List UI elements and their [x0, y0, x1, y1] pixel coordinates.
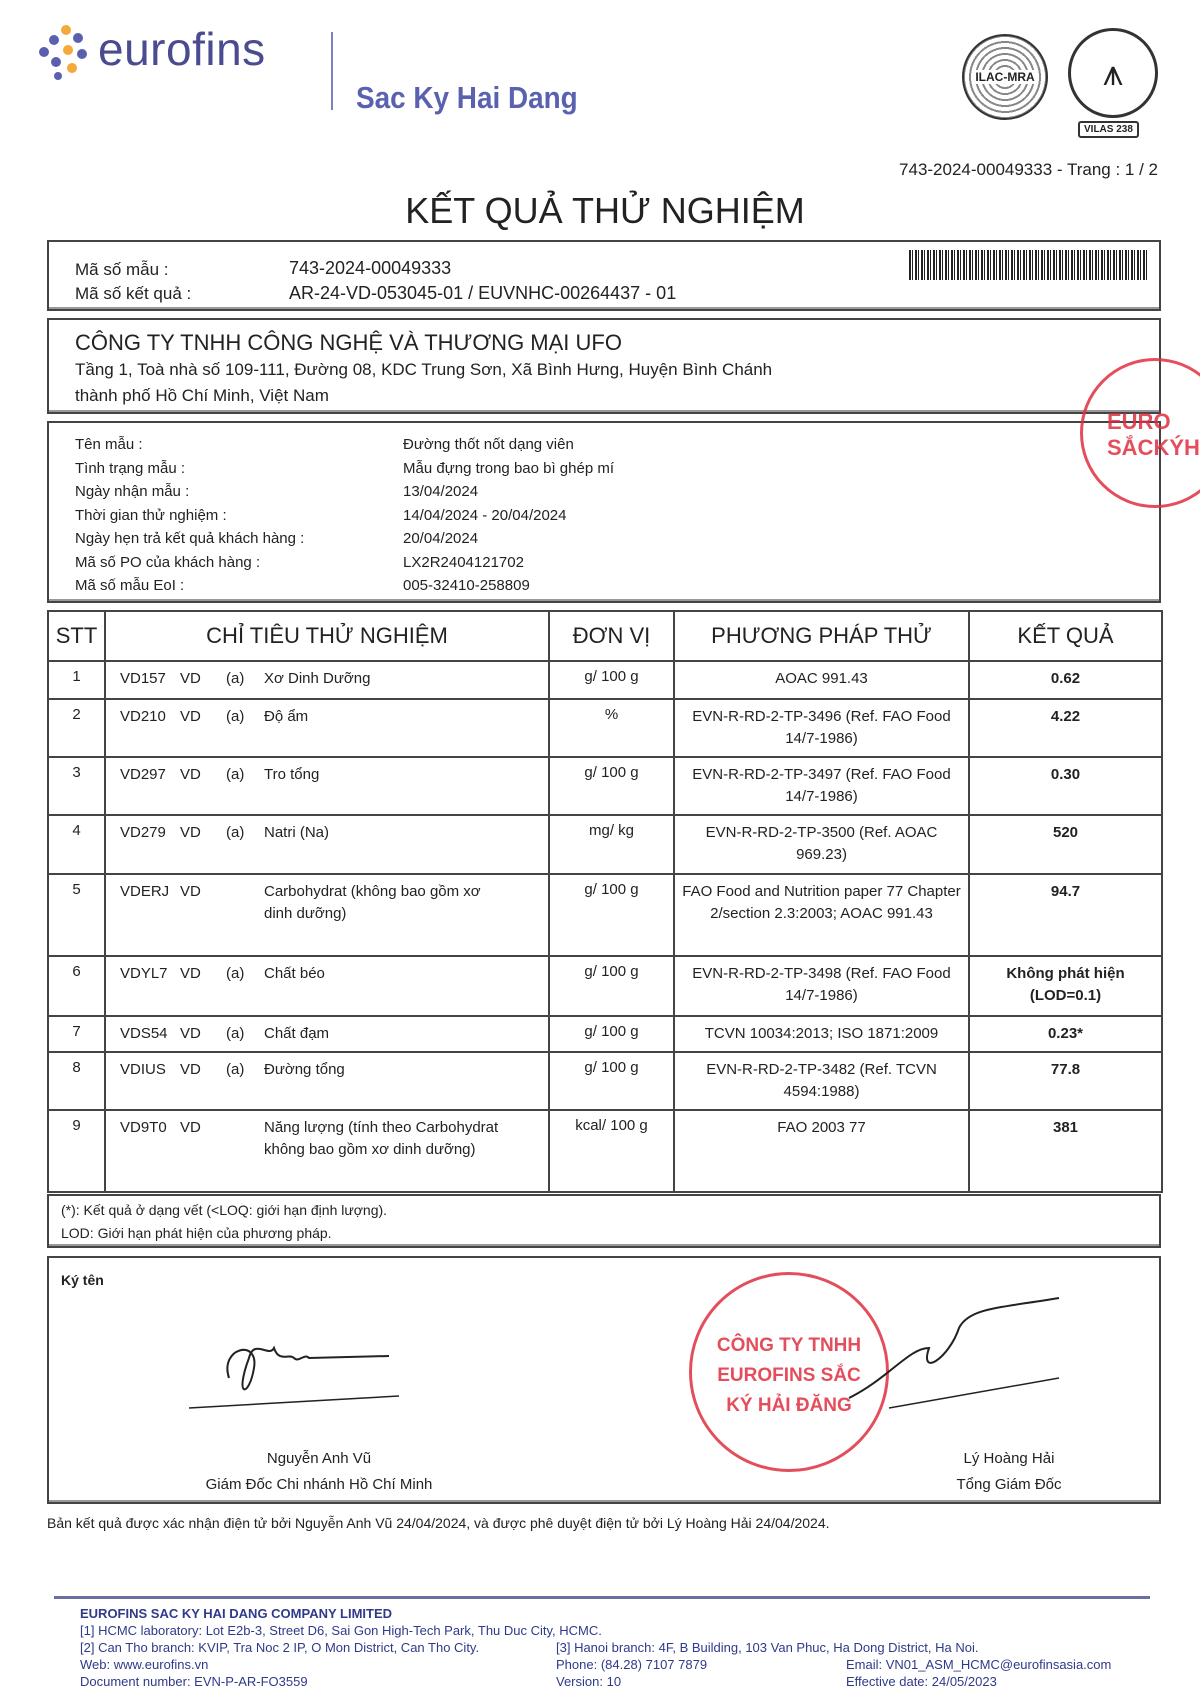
- info-row: [75, 504, 975, 528]
- test-name: Chất đạm: [264, 1025, 330, 1042]
- footer-hanoi: [3] Hanoi branch: 4F, B Building, 103 Van Phuc, Ha Dong District, Ha Noi.: [556, 1640, 979, 1655]
- row-stt: 6: [48, 956, 105, 1016]
- ilac-label: ILAC-MRA: [975, 70, 1035, 84]
- row-unit: g/ 100 g: [549, 1016, 674, 1052]
- test-code: VD157: [120, 670, 166, 687]
- test-code: VDERJ: [120, 883, 170, 900]
- footer-company: EUROFINS SAC KY HAI DANG COMPANY LIMITED: [80, 1606, 393, 1621]
- table-row: [48, 874, 1162, 956]
- signer-right-name: Lý Hoàng Hải: [963, 1450, 1055, 1467]
- accreditation-mark: (a): [226, 670, 245, 687]
- table-row: [48, 757, 1162, 815]
- table-row: [48, 699, 1162, 757]
- row-method: EVN-R-RD-2-TP-3500 (Ref. AOAC 969.23): [674, 815, 969, 874]
- sample-id-value: 743-2024-00049333: [289, 258, 452, 278]
- accreditation-mark: (a): [226, 1025, 245, 1042]
- info-label: Tình trạng mẫu :: [75, 459, 186, 477]
- row-method: FAO 2003 77: [674, 1110, 969, 1192]
- row-result: 0.30: [969, 757, 1162, 815]
- eurofins-logo: [38, 22, 338, 82]
- footer-email[interactable]: Email: VN01_ASM_HCMC@eurofinsasia.com: [846, 1657, 1112, 1672]
- test-code: VD297: [120, 766, 166, 783]
- test-code: VD279: [120, 824, 166, 841]
- row-method: AOAC 991.43: [674, 661, 969, 699]
- row-result: 0.23*: [969, 1016, 1162, 1052]
- info-value: 20/04/2024: [403, 530, 479, 547]
- row-unit: g/ 100 g: [549, 874, 674, 956]
- info-row: [75, 574, 975, 598]
- info-value: 14/04/2024 - 20/04/2024: [403, 506, 567, 524]
- notes-box: [47, 1194, 1161, 1248]
- lab-code: VD: [180, 766, 201, 783]
- test-name: Chất béo: [264, 965, 325, 982]
- info-label: Ngày nhận mẫu :: [75, 483, 190, 500]
- info-value: Mẫu đựng trong bao bì ghép mí: [403, 459, 615, 477]
- row-stt: 5: [48, 874, 105, 956]
- accreditation-mark: (a): [226, 824, 245, 841]
- test-code: VDYL7: [120, 965, 168, 982]
- row-stt: 8: [48, 1052, 105, 1110]
- signer-left-title: Giám Đốc Chi nhánh Hồ Chí Minh: [205, 1476, 433, 1493]
- lab-code: VD: [180, 708, 201, 725]
- customer-name: CÔNG TY TNHH CÔNG NGHỆ VÀ THƯƠNG MẠI UFO: [75, 330, 622, 355]
- accreditation-mark: [226, 881, 264, 925]
- note-trace: (*): Kết quả ở dạng vết (<LOQ: giới hạn định lượng).: [61, 1202, 388, 1218]
- result-id-label: Mã số kết quả :: [75, 284, 192, 303]
- test-name: Đường tổng: [264, 1061, 345, 1078]
- row-unit: g/ 100 g: [549, 1052, 674, 1110]
- row-method: EVN-R-RD-2-TP-3482 (Ref. TCVN 4594:1988): [674, 1052, 969, 1110]
- test-name: Tro tổng: [264, 766, 320, 783]
- logo-divider: [331, 32, 333, 110]
- test-name: Xơ Dinh Dưỡng: [264, 670, 371, 687]
- row-test: [105, 1052, 549, 1110]
- accreditation-mark: (a): [226, 965, 245, 982]
- customer-address-line2: thành phố Hồ Chí Minh, Việt Nam: [75, 386, 329, 405]
- sub-brand: Sac Ky Hai Dang: [356, 80, 578, 115]
- signature-box: [47, 1256, 1161, 1504]
- page-title: KẾT QUẢ THỬ NGHIỆM: [405, 190, 805, 231]
- footer-phone: Phone: (84.28) 7107 7879: [556, 1657, 708, 1672]
- test-code: VD9T0: [120, 1119, 167, 1136]
- row-unit: g/ 100 g: [549, 757, 674, 815]
- row-unit: kcal/ 100 g: [549, 1110, 674, 1192]
- lab-code: VD: [180, 670, 201, 687]
- info-label: Mã số PO của khách hàng :: [75, 553, 261, 571]
- row-method: EVN-R-RD-2-TP-3498 (Ref. FAO Food 14/7-1986): [674, 956, 969, 1016]
- info-value: 13/04/2024: [403, 483, 479, 500]
- row-test: [105, 757, 549, 815]
- table-row: [48, 1110, 1162, 1192]
- lab-code: VD: [180, 965, 201, 982]
- test-name: Natri (Na): [264, 824, 330, 841]
- row-unit: g/ 100 g: [549, 661, 674, 699]
- row-unit: mg/ kg: [549, 815, 674, 874]
- row-stt: 9: [48, 1110, 105, 1192]
- signature-right-image: [829, 1288, 1069, 1418]
- boa-seal: ⩚: [1068, 28, 1158, 118]
- row-test: [105, 1110, 549, 1192]
- lab-code: VD: [180, 1119, 201, 1136]
- info-value: Đường thốt nốt dạng viên: [403, 436, 574, 453]
- table-row: [48, 815, 1162, 874]
- ilac-mra-seal: [962, 34, 1048, 120]
- row-method: FAO Food and Nutrition paper 77 Chapter 2/section 2.3:2003; AOAC 991.43: [674, 874, 969, 956]
- page-reference: 743-2024-00049333 - Trang : 1 / 2: [899, 160, 1158, 179]
- info-label: Tên mẫu :: [75, 436, 143, 453]
- row-test: [105, 956, 549, 1016]
- vilas-badge: VILAS 238: [1078, 121, 1139, 138]
- info-label: Mã số mẫu EoI :: [75, 577, 185, 594]
- info-row: [75, 480, 975, 504]
- id-box: [47, 240, 1161, 311]
- table-row: [48, 956, 1162, 1016]
- footer-hcmc: [1] HCMC laboratory: Lot E2b-3, Street D6, Sai Gon High-Tech Park, Thu Duc City, HCMC.: [80, 1623, 602, 1638]
- test-code: VDS54: [120, 1025, 168, 1042]
- info-row: [75, 527, 975, 551]
- footer-effective-date: Effective date: 24/05/2023: [846, 1674, 997, 1689]
- table-row: [48, 1052, 1162, 1110]
- header-test: CHỈ TIÊU THỬ NGHIỆM: [105, 611, 549, 661]
- row-result: 4.22: [969, 699, 1162, 757]
- footer-doc-number: Document number: EVN-P-AR-FO3559: [80, 1674, 308, 1689]
- info-label: Thời gian thử nghiệm :: [75, 506, 227, 524]
- footer-web-link[interactable]: Web: www.eurofins.vn: [80, 1657, 209, 1672]
- lab-code: VD: [180, 824, 201, 841]
- header-result: KẾT QUẢ: [969, 611, 1162, 661]
- note-lod: LOD: Giới hạn phát hiện của phương pháp.: [61, 1225, 332, 1241]
- row-result: 94.7: [969, 874, 1162, 956]
- row-test: [105, 699, 549, 757]
- row-unit: %: [549, 699, 674, 757]
- company-stamp-edge: EURO SẮCKÝH: [1080, 358, 1200, 508]
- header-unit: ĐƠN VỊ: [549, 611, 674, 661]
- info-label: Ngày hẹn trả kết quả khách hàng :: [75, 530, 305, 547]
- footer: [80, 1605, 1170, 1690]
- info-value: LX2R2404121702: [403, 553, 524, 571]
- test-name: Carbohydrat (không bao gồm xơ dinh dưỡng): [264, 883, 481, 922]
- footer-divider: [54, 1596, 1150, 1599]
- row-result: 381: [969, 1110, 1162, 1192]
- row-method: EVN-R-RD-2-TP-3496 (Ref. FAO Food 14/7-1986): [674, 699, 969, 757]
- info-row: [75, 457, 975, 481]
- test-name: Năng lượng (tính theo Carbohydrat không bao gồm xơ dinh dưỡng): [264, 1119, 499, 1158]
- row-unit: g/ 100 g: [549, 956, 674, 1016]
- customer-box: [47, 318, 1161, 414]
- row-stt: 4: [48, 815, 105, 874]
- test-code: VD210: [120, 708, 166, 725]
- electronic-confirmation: Bản kết quả được xác nhận điện tử bởi Nguyễn Anh Vũ 24/04/2024, và được phê duyệt điện tử bởi Lý Hoàng Hải 24/04/2024.: [47, 1515, 830, 1531]
- lab-code: VD: [180, 1025, 201, 1042]
- customer-address-line1: Tầng 1, Toà nhà số 109-111, Đường 08, KDC Trung Sơn, Xã Bình Hưng, Huyện Bình Chánh: [75, 360, 773, 379]
- table-header-row: [48, 611, 1162, 661]
- accreditation-mark: (a): [226, 1061, 245, 1078]
- accreditation-mark: (a): [226, 766, 245, 783]
- row-stt: 7: [48, 1016, 105, 1052]
- info-value: 005-32410-258809: [403, 577, 530, 594]
- header-stt: STT: [48, 611, 105, 661]
- stamp-text: CÔNG TY TNHH EUROFINS SẮC KÝ HẢI ĐĂNG: [716, 1335, 862, 1416]
- info-row: [75, 433, 975, 457]
- signature-left-image: [179, 1318, 479, 1418]
- row-stt: 2: [48, 699, 105, 757]
- sample-info-box: [47, 421, 1161, 603]
- brand-name: eurofins: [98, 23, 266, 75]
- row-test: [105, 874, 549, 956]
- row-stt: 1: [48, 661, 105, 699]
- row-result: Không phát hiện (LOD=0.1): [969, 956, 1162, 1016]
- info-row: [75, 551, 975, 575]
- table-row: [48, 1016, 1162, 1052]
- test-name: Độ ẩm: [264, 708, 309, 725]
- signer-right-title: Tổng Giám Đốc: [956, 1476, 1062, 1493]
- lab-code: VD: [180, 1061, 201, 1078]
- footer-version: Version: 10: [556, 1674, 622, 1689]
- header-method: PHƯƠNG PHÁP THỬ: [674, 611, 969, 661]
- signature-label: Ký tên: [61, 1272, 104, 1288]
- row-method: TCVN 10034:2013; ISO 1871:2009: [674, 1016, 969, 1052]
- row-method: EVN-R-RD-2-TP-3497 (Ref. FAO Food 14/7-1986): [674, 757, 969, 815]
- row-result: 520: [969, 815, 1162, 874]
- row-test: [105, 661, 549, 699]
- row-result: 0.62: [969, 661, 1162, 699]
- barcode: [909, 250, 1147, 280]
- result-id-value: AR-24-VD-053045-01 / EUVNHC-00264437 - 01: [289, 283, 677, 303]
- row-stt: 3: [48, 757, 105, 815]
- accreditation-mark: (a): [226, 708, 245, 725]
- results-table: [47, 610, 1163, 1193]
- signer-left-name: Nguyễn Anh Vũ: [266, 1450, 372, 1467]
- lab-code: VD: [180, 883, 201, 900]
- accreditation-mark: [226, 1117, 264, 1161]
- row-result: 77.8: [969, 1052, 1162, 1110]
- row-test: [105, 1016, 549, 1052]
- logo-dots-icon: [38, 24, 88, 80]
- row-test: [105, 815, 549, 874]
- table-row: [48, 661, 1162, 699]
- footer-cantho: [2] Can Tho branch: KVIP, Tra Noc 2 IP, O Mon District, Can Tho City.: [80, 1640, 480, 1655]
- sample-id-label: Mã số mẫu :: [75, 260, 169, 279]
- test-code: VDIUS: [120, 1061, 166, 1078]
